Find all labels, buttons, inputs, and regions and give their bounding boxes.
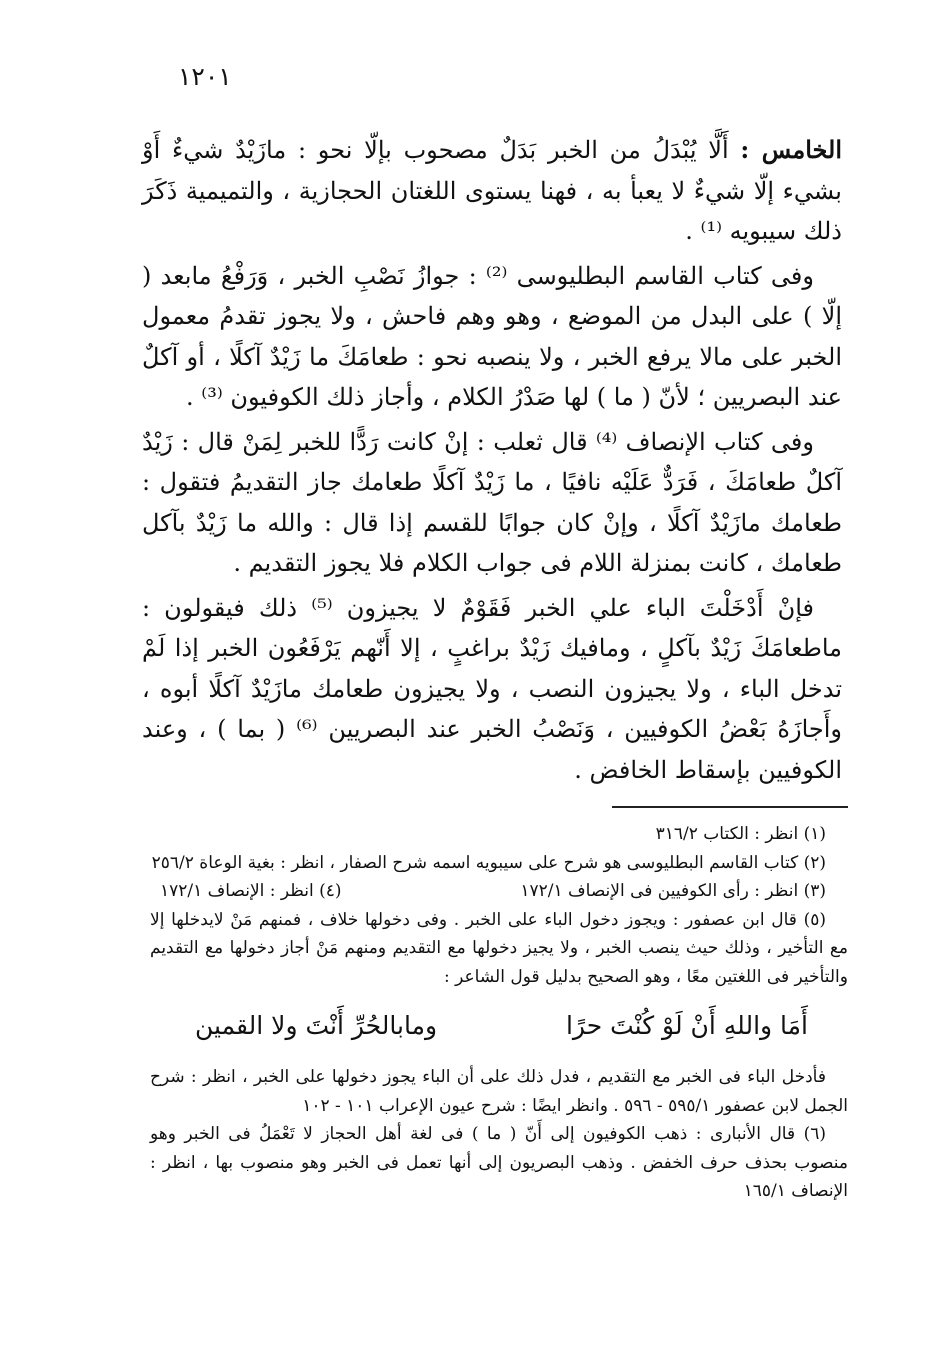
footnote: فأدخل الباء فى الخبر مع التقديم ، فدل ذلك على أن الباء يجوز دخولها على الخبر ، انظر : شرح الجمل لابن عصفور ٥٩٥/١ - ٥٩٦ . وانظر ايضًا : شرح عيون الإعراب ١٠١ - ١٠٢ bbox=[150, 1067, 848, 1116]
paragraph bbox=[142, 130, 842, 252]
footnotes bbox=[150, 820, 848, 1206]
footnote-divider bbox=[612, 806, 848, 808]
footnote: (٦) قال الأنبارى : ذهب الكوفيون إلى أَنّ ( ما ) فى لغة أهل الحجاز لا تَعْمَلُ فى الخبر وهو منصوب بحذف حرف الخفض . وذهب البصريون إلى أنها تعمل فى الخبر وهو منصوب بها ، انظر : الإنصاف ١٦٥/١ bbox=[150, 1124, 848, 1201]
footnote: (٢) كتاب القاسم البطليوسى هو شرح على سيبويه اسمه شرح الصفار ، انظر : بغية الوعاة ٢٥٦/٢ bbox=[151, 852, 826, 873]
paragraph: وفى كتاب الإنصاف ⁽⁴⁾ قال ثعلب : إنْ كانت رَدًّا للخبر لِمَنْ قال : زَيْدٌ آكلٌ طعامَكَ ، فَرَدٌّ عَلَيْه نافيًا ، ما زَيْدٌ آكلًا طعامك جاز التقديمُ فتقول : طعامك مازَيْدٌ آكلًا ، وإنْ كان جوابًا للقسم إذا قال : والله ما زَيْدٌ بآكل طعامك ، كانت بمنزلة اللام فى جواب الكلام فلا يجوز التقديم . bbox=[142, 427, 842, 577]
paragraph: وفى كتاب القاسم البطليوسى ⁽²⁾ : جوازُ نَصْبِ الخبر ، وَرَفْعُ مابعد ( إلّا ) على البدل من الموضع ، وهو وهم فاحش ، ولا يجوز تقدمُ معمول الخبر على مالا يرفع الخبر ، ولا ينصبه نحو : طعامَكَ ما زَيْدٌ آكلًا ، أو آكلٌ عند البصريين ؛ لأنّ ( ما ) لها صَدْرُ الكلام ، وأجاز ذلك الكوفيون ⁽³⁾ . bbox=[142, 261, 842, 411]
footnote: (١) انظر : الكتاب ٣١٦/٢ bbox=[655, 824, 826, 844]
page-number: ١٢٠١ bbox=[178, 62, 232, 91]
section-heading: الخامس : bbox=[740, 135, 842, 164]
verse-first-hemistich: أَمَا واللهِ أَنْ لَوْ كُنْتَ حرًا bbox=[565, 1011, 808, 1040]
poetry-verse bbox=[195, 1001, 808, 1051]
paragraph-text: أَلَّا يُبْدَلُ من الخبر بَدَلٌ مصحوب بإلّا نحو : مازَيْدٌ شيءٌ أَوْ بشيء إلّا شيءٌ لا يعبأ به ، فهنا يستوى اللغتان الحجازية ، والتميمية ذَكَرَ ذلك سيبويه ⁽¹⁾ . bbox=[142, 136, 842, 245]
verse-second-hemistich: ومابالحُرِّ أَنْتَ ولا القمين bbox=[195, 1011, 438, 1040]
main-text bbox=[142, 130, 842, 794]
footnote: (٤) انظر : الإنصاف ١٧٢/١ bbox=[160, 881, 342, 901]
footnote-pair bbox=[150, 877, 848, 906]
footnote: (٥) قال ابن عصفور : ويجوز دخول الباء على الخبر . وفى دخولها خلاف ، فمنهم مَنْ لايدخلها إلا مع التأخير ، وذلك حيث ينصب الخبر ، ولا يجيز دخولها مع التقديم ومنهم مَنْ أجاز دخولها مع التقديم والتأخير فى اللغتين معًا ، وهو الصحيح بدليل قول الشاعر : bbox=[150, 909, 848, 987]
footnote: (٣) انظر : رأى الكوفيين فى الإنصاف ١٧٢/١ bbox=[520, 881, 826, 901]
paragraph: فإنْ أَدْخَلْتَ الباء علي الخبر فَقَوْمٌ لا يجيزون ⁽⁵⁾ ذلك فيقولون : ماطعامَكَ زَيْدٌ بآكلٍ ، ومافيك زَيْدٌ براغبٍ ، إلا أَنّهم يَرْفَعُون الخبر إذا لَمْ تدخل الباء ، ولا يجيزون النصب ، ولا يجيزون طعامك مازَيْدٌ آكلًا أبوه ، وأَجازَهُ بَعْضُ الكوفيين ، وَنَصْبُ الخبر عند البصريين ⁽⁶⁾ ( بما ) ، وعند الكوفيين بإسقاط الخافض . bbox=[142, 593, 842, 784]
